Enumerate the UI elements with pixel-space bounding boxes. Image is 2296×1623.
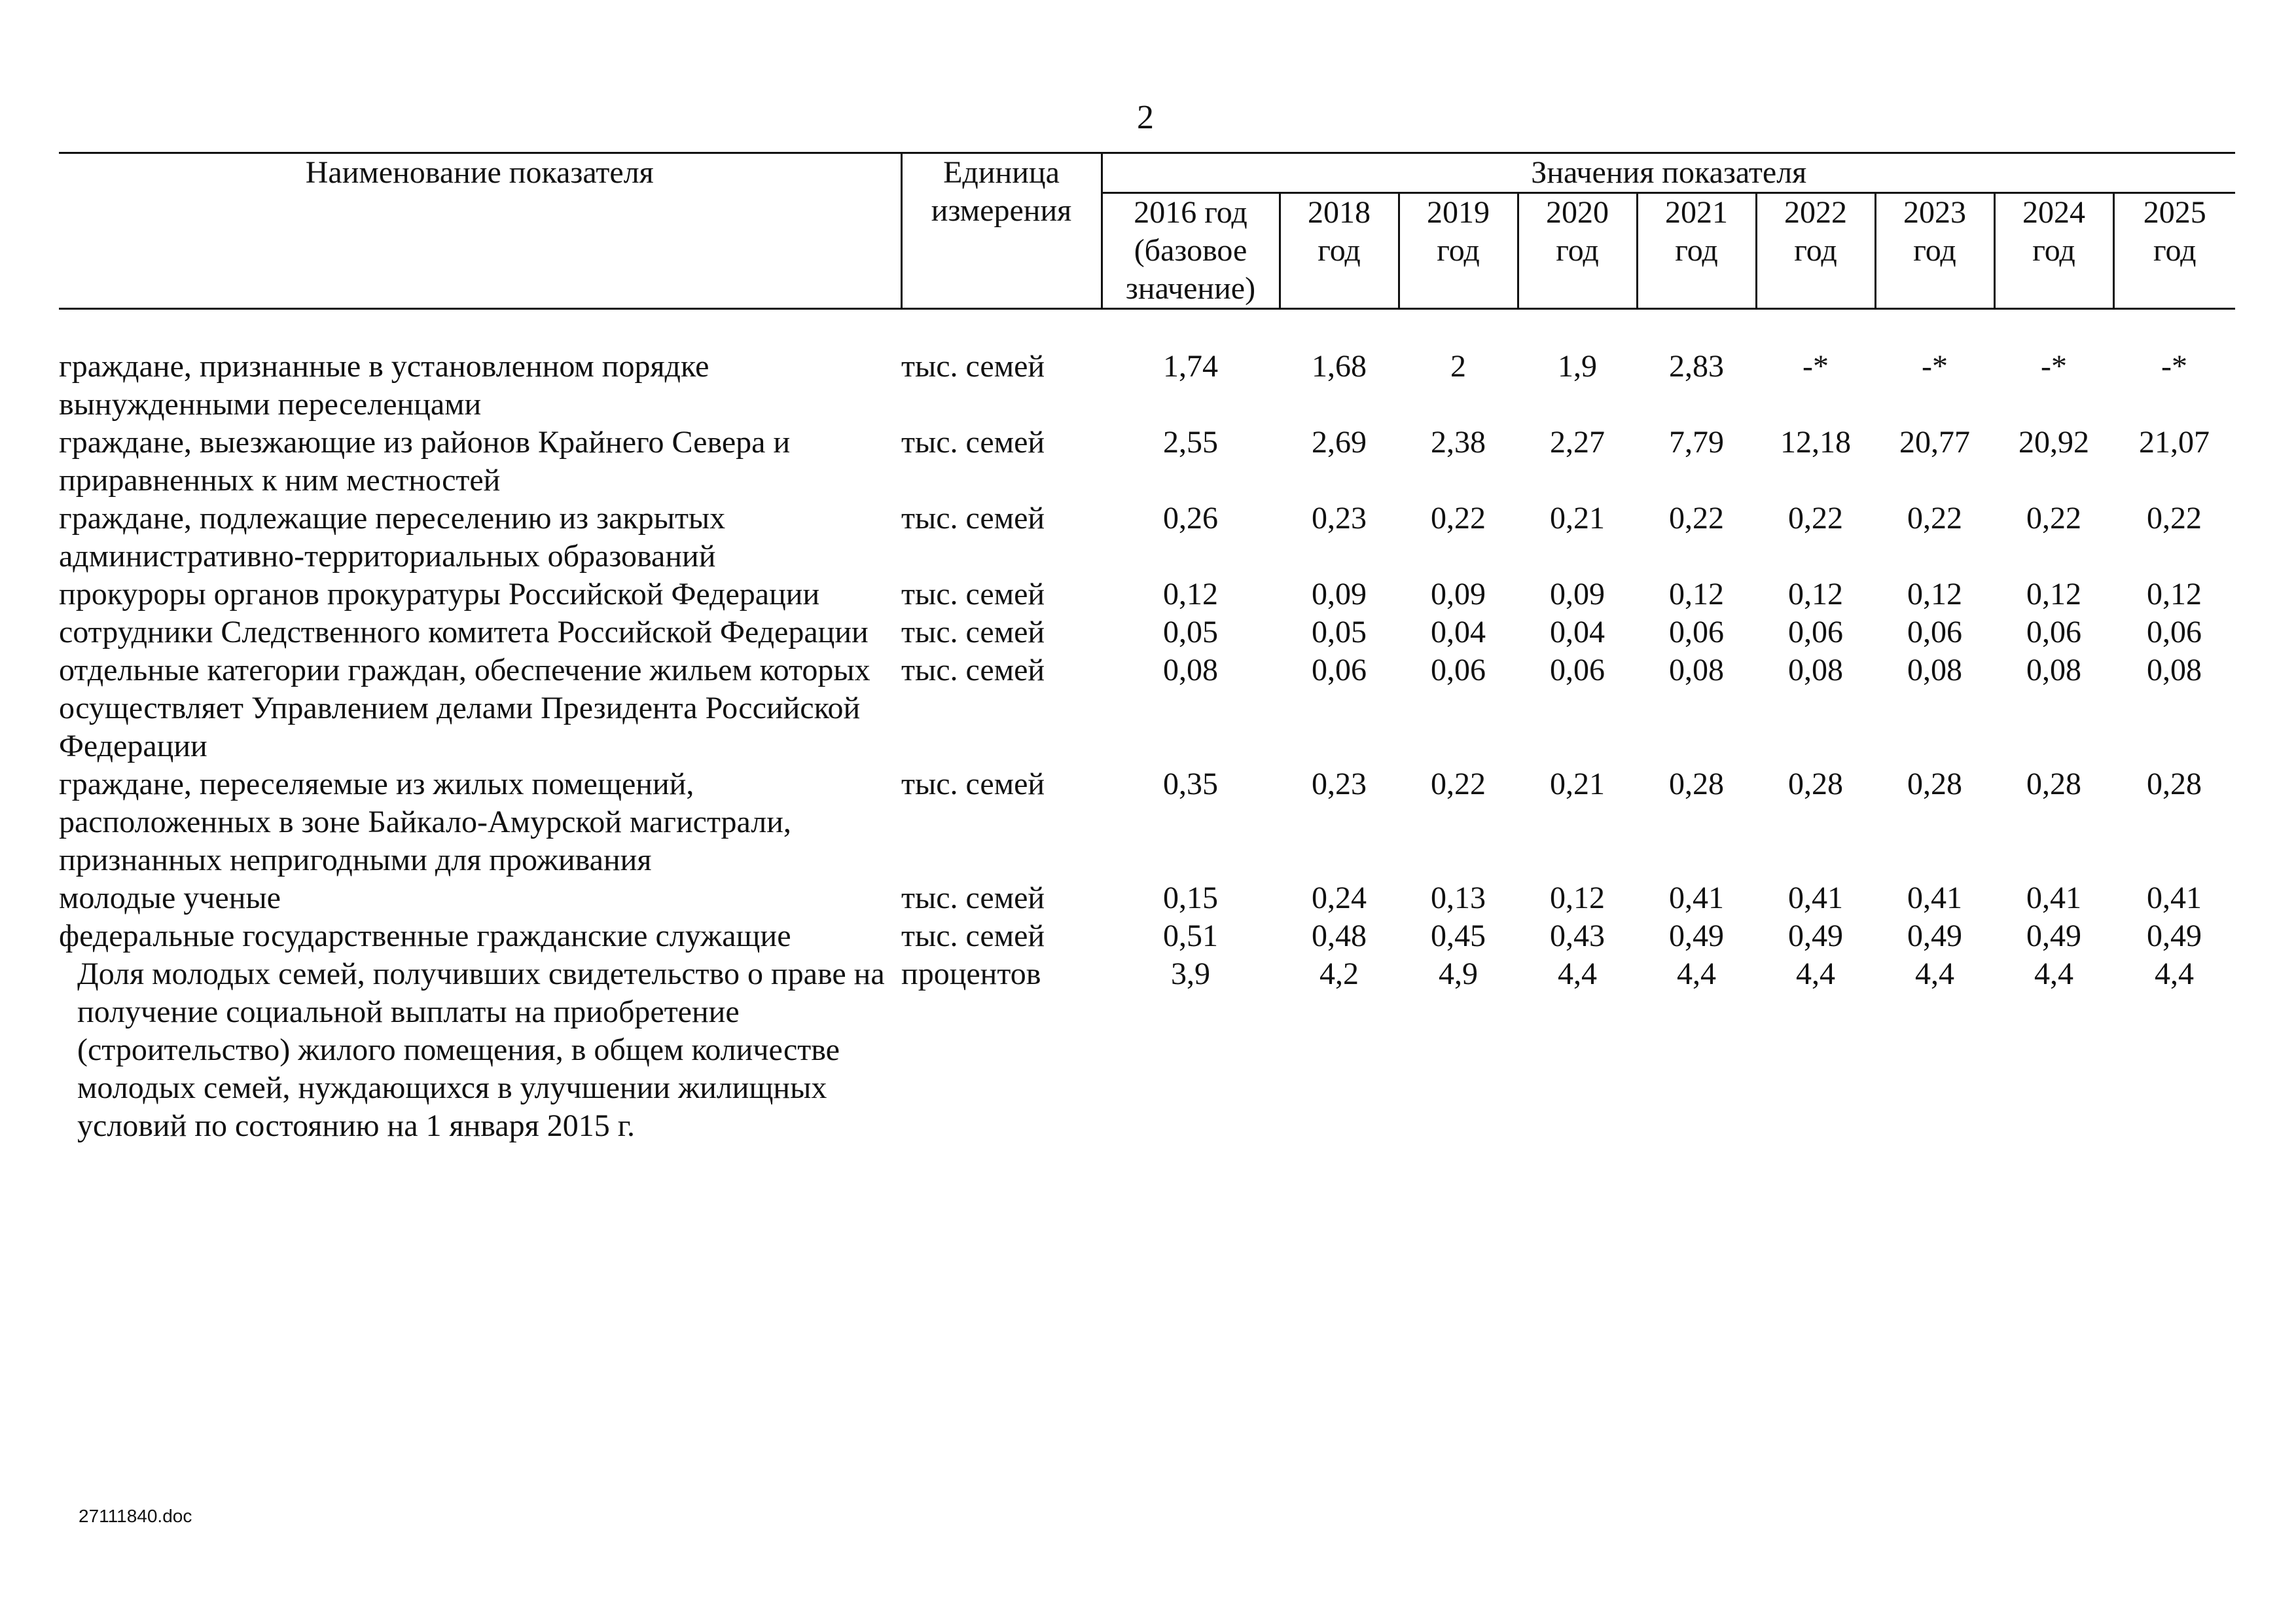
- indicator-value: 20,77: [1899, 425, 1970, 460]
- table-row: [59, 309, 2235, 424]
- table-row: [59, 917, 2235, 955]
- indicator-value: 0,08: [2026, 653, 2081, 687]
- indicator-value: 0,41: [1788, 881, 1843, 915]
- header-unit-line-2: измерения: [931, 193, 1072, 228]
- indicator-value: 2: [1450, 349, 1466, 384]
- header-year-2016: 2016 год (базовое значение): [1102, 193, 1280, 309]
- indicator-value: -*: [1803, 349, 1829, 384]
- header-year-2024: 2024 год: [1994, 193, 2113, 309]
- table-row: [59, 613, 2235, 651]
- document-code: 27111840.doc: [79, 1506, 192, 1526]
- indicator-value: 4,4: [1915, 957, 1954, 991]
- indicator-value: 0,13: [1431, 881, 1486, 915]
- indicator-value: 0,12: [1907, 577, 1962, 611]
- header-year-2018: 2018 год: [1280, 193, 1399, 309]
- indicator-value: 4,4: [1558, 957, 1597, 991]
- indicator-value: 0,06: [2147, 615, 2202, 649]
- table-body: [59, 309, 2235, 1146]
- indicator-name: молодые ученые: [59, 881, 281, 915]
- indicator-name: отдельные категории граждан, обеспечение жильем которых осуществляет Управлением делами Президента Российской Федерации: [59, 653, 870, 763]
- indicator-value: 0,08: [1669, 653, 1724, 687]
- indicator-value: 0,21: [1550, 501, 1605, 536]
- indicator-value: 3,9: [1171, 957, 1210, 991]
- indicator-unit: тыс. семей: [901, 653, 1045, 687]
- indicator-value: 0,24: [1312, 881, 1367, 915]
- indicator-value: 0,28: [1907, 767, 1962, 801]
- indicator-value: 0,41: [1669, 881, 1724, 915]
- header-name: Наименование показателя: [59, 153, 901, 309]
- indicator-value: 20,92: [2018, 425, 2089, 460]
- indicator-value: 2,55: [1163, 425, 1218, 460]
- indicator-value: 0,06: [1431, 653, 1486, 687]
- indicator-value: 2,83: [1669, 349, 1724, 384]
- indicator-value: 4,4: [1677, 957, 1716, 991]
- indicator-value: 0,06: [1669, 615, 1724, 649]
- indicator-value: 4,4: [1796, 957, 1835, 991]
- indicator-value: 4,4: [2155, 957, 2194, 991]
- indicator-value: 0,23: [1312, 501, 1367, 536]
- indicator-value: 4,4: [2034, 957, 2073, 991]
- indicator-value: 21,07: [2139, 425, 2210, 460]
- indicator-unit: тыс. семей: [901, 577, 1045, 611]
- header-year-2019: 2019 год: [1399, 193, 1518, 309]
- indicator-value: 12,18: [1780, 425, 1851, 460]
- indicator-value: 0,49: [1669, 919, 1724, 953]
- indicator-value: 1,9: [1558, 349, 1597, 384]
- indicator-name: федеральные государственные гражданские служащие: [59, 919, 791, 953]
- indicator-value: 0,12: [1669, 577, 1724, 611]
- indicator-value: 0,09: [1431, 577, 1486, 611]
- indicator-value: 0,04: [1431, 615, 1486, 649]
- indicator-value: 0,12: [2147, 577, 2202, 611]
- indicator-value: 7,79: [1669, 425, 1724, 460]
- indicator-value: 0,08: [2147, 653, 2202, 687]
- indicator-value: 0,49: [1907, 919, 1962, 953]
- indicator-unit: тыс. семей: [901, 615, 1045, 649]
- indicator-unit: тыс. семей: [901, 501, 1045, 536]
- header-unit: [901, 153, 1102, 309]
- indicator-unit: тыс. семей: [901, 425, 1045, 460]
- indicator-value: 0,45: [1431, 919, 1486, 953]
- table-row: [59, 424, 2235, 500]
- indicator-value: 0,06: [1550, 653, 1605, 687]
- indicator-value: 0,22: [1907, 501, 1962, 536]
- indicators-table: [59, 152, 2235, 1145]
- indicator-value: 0,06: [2026, 615, 2081, 649]
- indicator-value: 2,69: [1312, 425, 1367, 460]
- indicator-unit: тыс. семей: [901, 767, 1045, 801]
- header-year-2022: 2022 год: [1756, 193, 1875, 309]
- indicator-value: 0,22: [2026, 501, 2081, 536]
- indicator-value: 0,12: [1163, 577, 1218, 611]
- indicator-value: -*: [1922, 349, 1948, 384]
- page-number: 2: [1137, 99, 1154, 136]
- table-row: [59, 575, 2235, 613]
- indicator-value: 0,23: [1312, 767, 1367, 801]
- header-year-2023: 2023 год: [1875, 193, 1994, 309]
- indicator-unit: тыс. семей: [901, 349, 1045, 384]
- indicator-value: 0,15: [1163, 881, 1218, 915]
- indicator-value: 0,08: [1907, 653, 1962, 687]
- header-values-group: Значения показателя: [1102, 153, 2235, 193]
- indicator-value: 0,48: [1312, 919, 1367, 953]
- indicator-value: 0,08: [1163, 653, 1218, 687]
- header-year-2025: 2025 год: [2113, 193, 2235, 309]
- indicator-value: 0,28: [2026, 767, 2081, 801]
- indicator-value: 0,28: [1788, 767, 1843, 801]
- indicator-value: 0,51: [1163, 919, 1218, 953]
- indicator-value: 0,08: [1788, 653, 1843, 687]
- indicator-value: 0,09: [1312, 577, 1367, 611]
- header-unit-line-1: Единица: [943, 155, 1060, 190]
- indicator-value: 4,9: [1439, 957, 1478, 991]
- indicator-value: 0,28: [1669, 767, 1724, 801]
- indicator-value: 0,22: [2147, 501, 2202, 536]
- indicator-value: 0,12: [1788, 577, 1843, 611]
- indicator-name: сотрудники Следственного комитета Российской Федерации: [59, 615, 869, 649]
- indicator-value: 0,12: [2026, 577, 2081, 611]
- header-year-2020: 2020 год: [1518, 193, 1637, 309]
- indicator-value: 0,06: [1907, 615, 1962, 649]
- indicator-value: 0,49: [1788, 919, 1843, 953]
- indicator-name: граждане, признанные в установленном порядке вынужденными переселенцами: [59, 349, 709, 422]
- indicator-value: 0,49: [2147, 919, 2202, 953]
- indicator-value: 0,22: [1669, 501, 1724, 536]
- indicator-value: 0,22: [1788, 501, 1843, 536]
- indicator-name: граждане, подлежащие переселению из закрытых административно-территориальных образований: [59, 501, 726, 574]
- indicator-value: 0,12: [1550, 881, 1605, 915]
- indicator-value: 0,41: [2026, 881, 2081, 915]
- indicator-value: 0,22: [1431, 501, 1486, 536]
- indicator-value: 0,05: [1312, 615, 1367, 649]
- header-year-2021: 2021 год: [1637, 193, 1756, 309]
- indicator-value: 2,38: [1431, 425, 1486, 460]
- indicator-value: 1,74: [1163, 349, 1218, 384]
- indicator-value: 0,09: [1550, 577, 1605, 611]
- indicator-name: прокуроры органов прокуратуры Российской Федерации: [59, 577, 820, 611]
- indicator-value: -*: [2161, 349, 2187, 384]
- indicator-name: граждане, переселяемые из жилых помещений, расположенных в зоне Байкало-Амурской магистрали, признанных непригодными для проживания: [59, 767, 791, 877]
- indicator-value: 1,68: [1312, 349, 1367, 384]
- table-row: [59, 955, 2235, 1145]
- indicator-value: 0,06: [1312, 653, 1367, 687]
- table-row: [59, 765, 2235, 879]
- table-row: [59, 651, 2235, 765]
- indicator-value: 0,26: [1163, 501, 1218, 536]
- table-row: [59, 500, 2235, 575]
- indicator-value: 0,05: [1163, 615, 1218, 649]
- indicator-value: 0,22: [1431, 767, 1486, 801]
- indicator-value: 2,27: [1550, 425, 1605, 460]
- indicator-value: 0,43: [1550, 919, 1605, 953]
- indicator-name: Доля молодых семей, получивших свидетельство о праве на получение социальной выплаты на приобретение (строительство) жилого помещения, в общем количестве молодых семей, нуждающихся в улучшении жилищных условий по состоянию на 1 января 2015 г.: [77, 957, 885, 1143]
- indicator-value: 0,41: [2147, 881, 2202, 915]
- indicator-name: граждане, выезжающие из районов Крайнего Севера и приравненных к ним местностей: [59, 425, 791, 498]
- indicator-unit: тыс. семей: [901, 881, 1045, 915]
- indicator-value: 0,28: [2147, 767, 2202, 801]
- indicator-value: -*: [2041, 349, 2067, 384]
- indicator-value: 0,49: [2026, 919, 2081, 953]
- indicator-value: 0,41: [1907, 881, 1962, 915]
- table-header: [59, 153, 2235, 309]
- indicator-value: 0,04: [1550, 615, 1605, 649]
- indicator-unit: тыс. семей: [901, 919, 1045, 953]
- indicator-value: 4,2: [1319, 957, 1359, 991]
- indicator-value: 0,35: [1163, 767, 1218, 801]
- indicator-unit: процентов: [901, 957, 1041, 991]
- indicator-value: 0,06: [1788, 615, 1843, 649]
- indicator-value: 0,21: [1550, 767, 1605, 801]
- table-row: [59, 879, 2235, 917]
